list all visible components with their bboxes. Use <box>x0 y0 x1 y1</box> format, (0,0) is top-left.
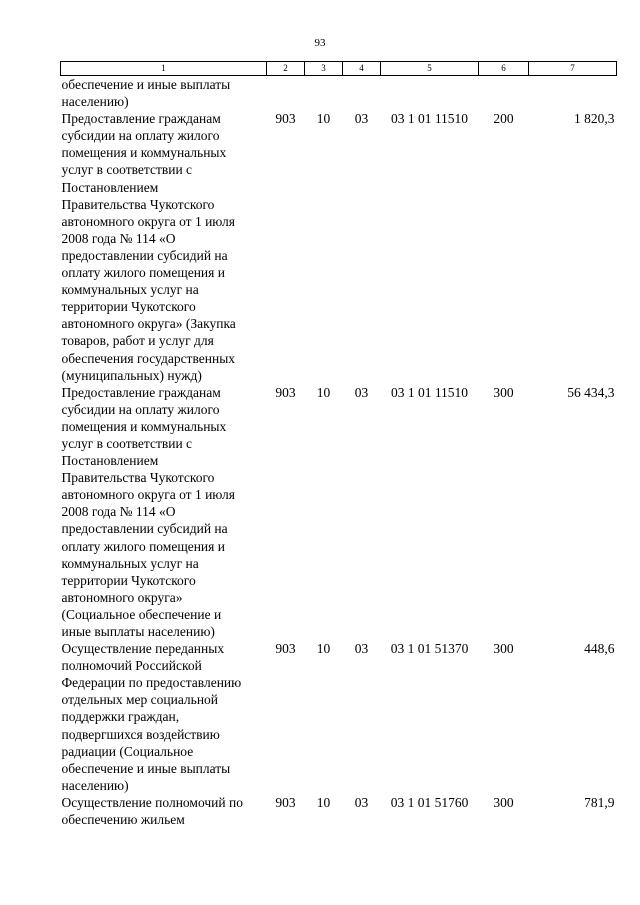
description-line: субсидии на оплату жилого <box>61 128 220 144</box>
column-header-3: 3 <box>305 62 343 76</box>
amount: 448,6 <box>584 641 615 657</box>
expense-type-code: 300 <box>493 384 514 400</box>
description-line: отдельных мер социальной <box>61 692 219 708</box>
continuation-description <box>61 76 267 111</box>
expense-type-code: 300 <box>493 794 514 810</box>
ministry-code: 903 <box>275 384 296 400</box>
column-header-7: 7 <box>529 62 617 76</box>
description-line: оплату жилого помещения и <box>61 265 225 281</box>
table-row <box>61 794 617 828</box>
description-line: Постановлением <box>61 179 159 195</box>
description-line: населению) <box>61 94 129 110</box>
subsection-code: 03 <box>354 794 369 810</box>
amount: 56 434,3 <box>567 384 615 400</box>
amount: 1 820,3 <box>574 111 615 127</box>
row-description <box>61 794 267 828</box>
expense-type-code: 300 <box>493 641 514 657</box>
description-line: Правительства Чукотского <box>61 470 215 486</box>
target-article-code: 03 1 01 11510 <box>390 111 469 127</box>
description-line: населению) <box>61 777 129 793</box>
table-row <box>61 110 617 384</box>
page-number: 93 <box>314 37 326 49</box>
description-line: субсидии на оплату жилого <box>61 401 220 417</box>
description-line: товаров, работ и услуг для <box>61 333 214 349</box>
description-line: Осуществление переданных <box>61 641 225 657</box>
expense-type-code: 200 <box>493 111 514 127</box>
section-code: 10 <box>316 794 331 810</box>
description-line: 2008 года № 114 «О <box>61 230 176 246</box>
column-header-2: 2 <box>267 62 305 76</box>
description-line: предоставлении субсидий на <box>61 521 228 537</box>
description-line: коммунальных услуг на <box>61 555 199 571</box>
table-row <box>61 384 617 640</box>
budget-table <box>60 61 617 828</box>
description-line: обеспечение и иные выплаты <box>61 760 231 776</box>
row-description <box>61 110 267 384</box>
target-article-code: 03 1 01 11510 <box>390 384 469 400</box>
description-line: Федерации по предоставлению <box>61 675 242 691</box>
description-line: услуг в соответствии с <box>61 435 193 451</box>
description-line: поддержки граждан, <box>61 709 180 725</box>
description-line: (муниципальных) нужд) <box>61 367 202 383</box>
description-line: предоставлении субсидий на <box>61 247 228 263</box>
description-line: полномочий Российской <box>61 658 202 674</box>
description-line: услуг в соответствии с <box>61 162 193 178</box>
description-line: 2008 года № 114 «О <box>61 504 176 520</box>
description-line: оплату жилого помещения и <box>61 538 225 554</box>
section-code: 10 <box>316 111 331 127</box>
column-header-5: 5 <box>381 62 479 76</box>
row-description <box>61 640 267 794</box>
column-header-4: 4 <box>343 62 381 76</box>
description-line: Осуществление полномочий по <box>61 794 243 810</box>
ministry-code: 903 <box>275 794 296 810</box>
subsection-code: 03 <box>354 641 369 657</box>
subsection-code: 03 <box>354 384 369 400</box>
description-line: обеспечения государственных <box>61 350 236 366</box>
description-line: Предоставление гражданам <box>61 111 221 127</box>
description-line: автономного округа» <box>61 589 183 605</box>
ministry-code: 903 <box>275 641 296 657</box>
subsection-code: 03 <box>354 111 369 127</box>
section-code: 10 <box>316 384 331 400</box>
description-line: помещения и коммунальных <box>61 418 227 434</box>
section-code: 10 <box>316 641 331 657</box>
description-line: территории Чукотского <box>61 572 196 588</box>
target-article-code: 03 1 01 51760 <box>390 794 469 810</box>
description-line: Правительства Чукотского <box>61 196 215 212</box>
table-row <box>61 640 617 794</box>
ministry-code: 903 <box>275 111 296 127</box>
description-line: Постановлением <box>61 453 159 469</box>
description-line: территории Чукотского <box>61 299 196 315</box>
target-article-code: 03 1 01 51370 <box>390 641 469 657</box>
column-header-6: 6 <box>479 62 529 76</box>
description-line: помещения и коммунальных <box>61 145 227 161</box>
column-header-1: 1 <box>61 62 267 76</box>
description-line: Предоставление гражданам <box>61 384 221 400</box>
description-line: обеспечение и иные выплаты <box>61 77 231 92</box>
amount: 781,9 <box>584 794 615 810</box>
description-line: автономного округа» (Закупка <box>61 316 236 332</box>
description-line: подвергшихся воздействию <box>61 726 220 742</box>
description-line: радиации (Социальное <box>61 743 194 759</box>
table-header-row <box>61 62 617 76</box>
description-line: коммунальных услуг на <box>61 282 199 298</box>
description-line: автономного округа от 1 июля <box>61 487 235 503</box>
row-description <box>61 384 267 640</box>
description-line: иные выплаты населению) <box>61 624 215 639</box>
continuation-row <box>61 76 617 111</box>
description-line: автономного округа от 1 июля <box>61 213 235 229</box>
description-line: обеспечению жильем <box>61 812 185 828</box>
description-line: (Социальное обеспечение и <box>61 606 222 622</box>
